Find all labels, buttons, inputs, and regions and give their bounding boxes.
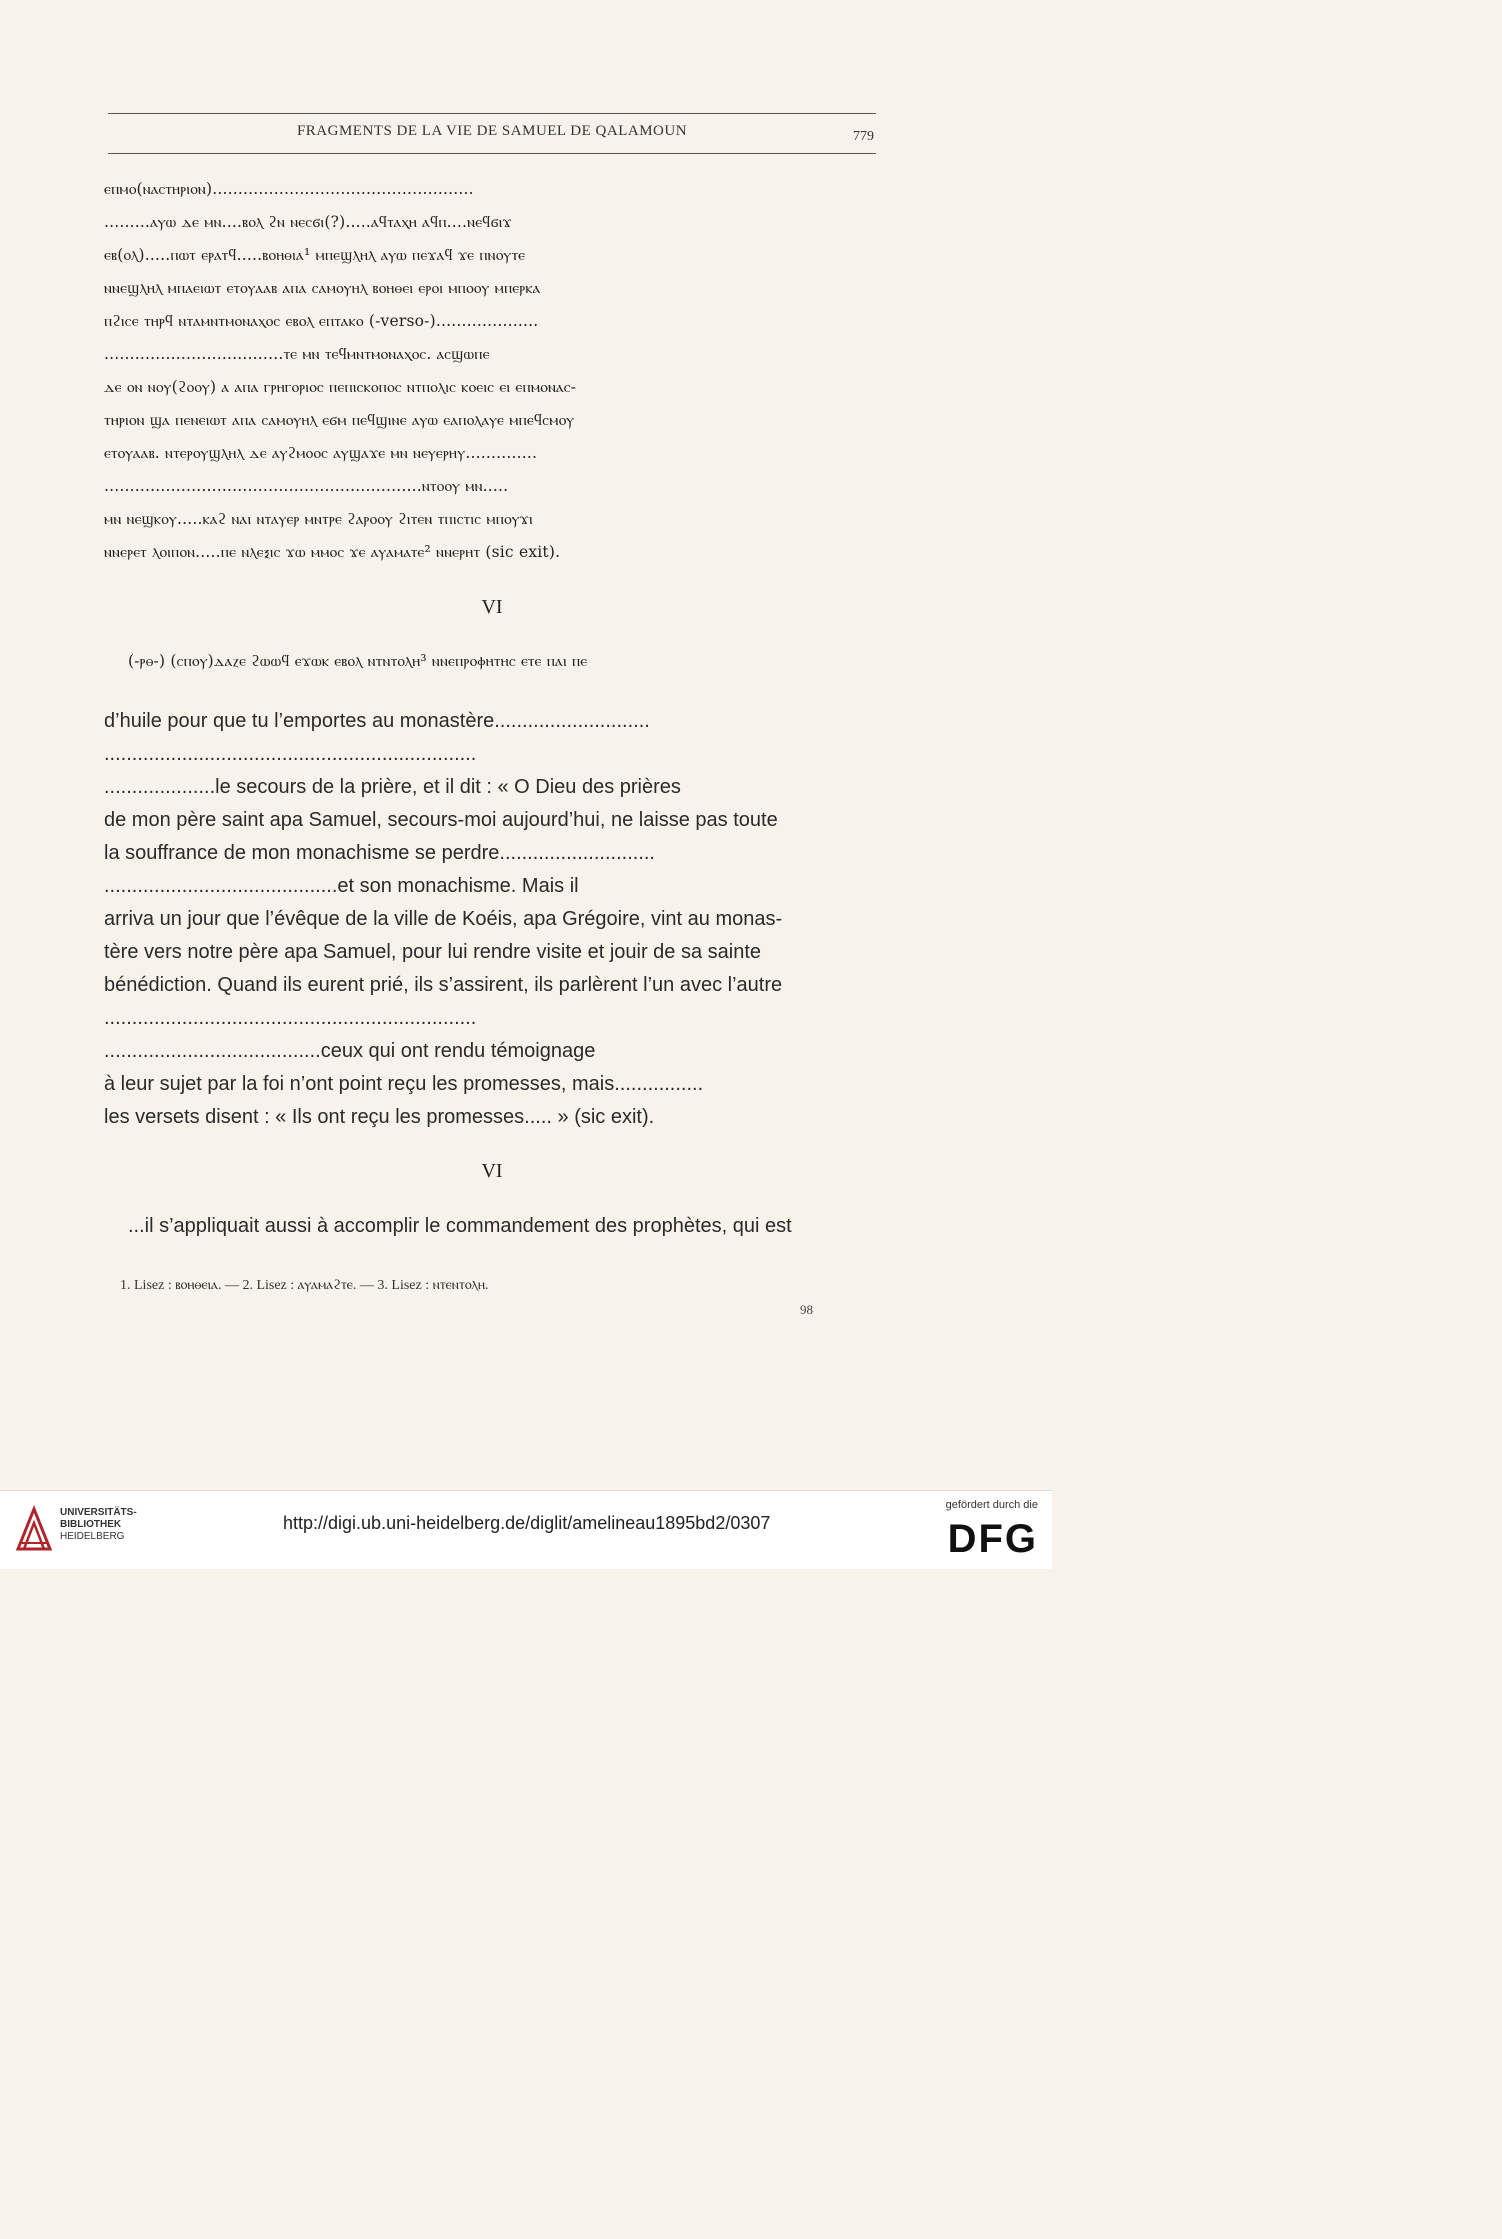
section-heading: VI (481, 1160, 503, 1182)
header-rule-bottom (108, 153, 876, 154)
library-line-2: BIBLIOTHEK (60, 1519, 122, 1530)
library-name (60, 1507, 137, 1543)
french-line: à leur sujet par la foi n’ont point reçu les promesses, mais................ (104, 1073, 704, 1095)
coptic-line: ⲛⲛⲉϣⲗⲏⲗ ⲙⲡⲁⲉⲓⲱⲧ ⲉⲧⲟⲩⲁⲁⲃ ⲁⲡⲁ ⲥⲁⲙⲟⲩⲏⲗ ⲃⲟⲏⲑⲉⲓ ⲉⲣⲟⲓ ⲙⲡⲟⲟⲩ ⲙⲡⲉⲣⲕⲁ (104, 279, 541, 297)
french-line: bénédiction. Quand ils eurent prié, ils s’assirent, ils parlèrent l’un avec l’autre (104, 974, 783, 996)
coptic-line: ⲉⲡⲙⲟ(ⲛⲁⲥⲧⲏⲣⲓⲟⲛ)................................................... (104, 180, 474, 198)
footnotes: 1. Lisez : ⲃⲟⲏⲑⲉⲓⲁ. — 2. Lisez : ⲁⲩⲁⲙⲁϩⲧⲉ. — 3. Lisez : ⲛⲧⲉⲛⲧⲟⲗⲏ. (120, 1278, 489, 1293)
coptic-line: ⲙⲛ ⲛⲉϣⲕⲟⲩ.....ⲕⲁϩ ⲛⲁⲓ ⲛⲧⲁⲩⲉⲣ ⲙⲛⲧⲣⲉ ϩⲁⲣⲟⲟⲩ ϩⲓⲧⲉⲛ ⲧⲡⲓⲥⲧⲓⲥ ⲙⲡⲟⲩϫⲓ (104, 510, 533, 528)
coptic-line: ⲛⲛⲉⲣⲉⲧ ⲗⲟⲓⲡⲟⲛ.....ⲡⲉ ⲛⲗⲉⲝⲓⲥ ϫⲱ ⲙⲙⲟⲥ ϫⲉ ⲁⲩⲁⲙⲁⲧⲉ² ⲛⲛⲉⲣⲏⲧ (sic exit). (104, 543, 561, 561)
coptic-line: ⲉⲧⲟⲩⲁⲁⲃ. ⲛⲧⲉⲣⲟⲩϣⲗⲏⲗ ⲇⲉ ⲁⲩϩⲙⲟⲟⲥ ⲁⲩϣⲁϫⲉ ⲙⲛ ⲛⲉⲩⲉⲣⲏⲩ.............. (104, 444, 538, 462)
french-line: ................................................................... (104, 1007, 477, 1029)
coptic-line: .........ⲁⲩⲱ ⲇⲉ ⲙⲛ....ⲃⲟⲗ ϩⲛ ⲛⲉⲥϭⲓ(?).....ⲁϥⲧⲁⲭⲏ ⲁϥⲡ....ⲛⲉϥϭⲓϫ (104, 213, 512, 231)
french-line: ....................le secours de la prière, et il dit : « O Dieu des prières (104, 776, 681, 798)
coptic-line: ⲡϩⲓⲥⲉ ⲧⲏⲣϥ ⲛⲧⲁⲙⲛⲧⲙⲟⲛⲁⲭⲟⲥ ⲉⲃⲟⲗ ⲉⲡⲧⲁⲕⲟ (-verso-).................... (104, 312, 539, 330)
french-line: .......................................ceux qui ont rendu témoignage (104, 1040, 596, 1062)
coptic-line: ...................................ⲧⲉ ⲙⲛ ⲧⲉϥⲙⲛⲧⲙⲟⲛⲁⲭⲟⲥ. ⲁⲥϣⲱⲡⲉ (104, 345, 490, 363)
funded-by-label: gefördert durch die (945, 1499, 1038, 1511)
coptic-line: ⲧⲏⲣⲓⲟⲛ ϣⲁ ⲡⲉⲛⲉⲓⲱⲧ ⲁⲡⲁ ⲥⲁⲙⲟⲩⲏⲗ ⲉϭⲙ ⲡⲉϥϣⲓⲛⲉ ⲁⲩⲱ ⲉⲁⲡⲟⲗⲁⲩⲉ ⲙⲡⲉϥⲥⲙⲟⲩ (104, 411, 575, 429)
french-line: les versets disent : « Ils ont reçu les promesses..... » (sic exit). (104, 1106, 655, 1128)
library-logo-icon (14, 1503, 54, 1555)
french-line: ................................................................... (104, 743, 477, 765)
header-rule-top (108, 113, 876, 114)
coptic-line: ⲇⲉ ⲟⲛ ⲛⲟⲩ(ϩⲟⲟⲩ) ⲁ ⲁⲡⲁ ⲅⲣⲏⲅⲟⲣⲓⲟⲥ ⲡⲉⲡⲓⲥⲕⲟⲡⲟⲥ ⲛⲧⲡⲟⲗⲓⲥ ⲕⲟⲉⲓⲥ ⲉⲓ ⲉⲡⲙⲟⲛⲁⲥ- (104, 378, 577, 396)
printer-signature: 98 (800, 1302, 813, 1317)
running-title: FRAGMENTS DE LA VIE DE SAMUEL DE QALAMOUN (296, 123, 688, 139)
digitization-footer (0, 1490, 1052, 1569)
french-line: arriva un jour que l’évêque de la ville de Koéis, apa Grégoire, vint au monas- (104, 908, 783, 930)
permalink-url[interactable]: http://digi.ub.uni-heidelberg.de/diglit/amelineau1895bd2/0307 (283, 1513, 771, 1533)
coptic-line: ..............................................................ⲛⲧⲟⲟⲩ ⲙⲛ..... (104, 477, 509, 495)
section-heading: VI (481, 596, 503, 618)
french-line: tère vers notre père apa Samuel, pour lui rendre visite et jouir de sa sainte (104, 941, 762, 963)
french-line: d’huile pour que tu l’emportes au monastère............................ (104, 710, 650, 732)
coptic-section-line: (-ⲣⲑ-) (ⲥⲡⲟⲩ)ⲇⲁⲍⲉ ϩⲱⲱϥ ⲉϫⲱⲕ ⲉⲃⲟⲗ ⲛⲧⲛⲧⲟⲗⲏ³ ⲛⲛⲉⲡⲣⲟⲫⲏⲧⲏⲥ ⲉⲧⲉ ⲡⲁⲓ ⲡⲉ (128, 652, 588, 670)
french-section-line: ...il s’appliquait aussi à accomplir le commandement des prophètes, qui est (128, 1215, 792, 1237)
french-line: la souffrance de mon monachisme se perdre............................ (104, 842, 655, 864)
library-line-1: UNIVERSITÄTS- (60, 1507, 137, 1518)
page-number: 779 (853, 129, 874, 144)
coptic-line: ⲉⲃ(ⲟⲗ).....ⲡⲱⲧ ⲉⲣⲁⲧϥ.....ⲃⲟⲏⲑⲓⲁ¹ ⲙⲡⲉϣⲗⲏⲗ ⲁⲩⲱ ⲡⲉϫⲁϥ ϫⲉ ⲡⲛⲟⲩⲧⲉ (104, 246, 526, 264)
book-page (0, 0, 1052, 1490)
french-line: de mon père saint apa Samuel, secours-moi aujourd’hui, ne laisse pas toute (104, 809, 778, 831)
library-line-3: HEIDELBERG (60, 1531, 125, 1542)
dfg-logo: DFG (947, 1517, 1038, 1561)
french-line: ..........................................et son monachisme. Mais il (104, 875, 579, 897)
